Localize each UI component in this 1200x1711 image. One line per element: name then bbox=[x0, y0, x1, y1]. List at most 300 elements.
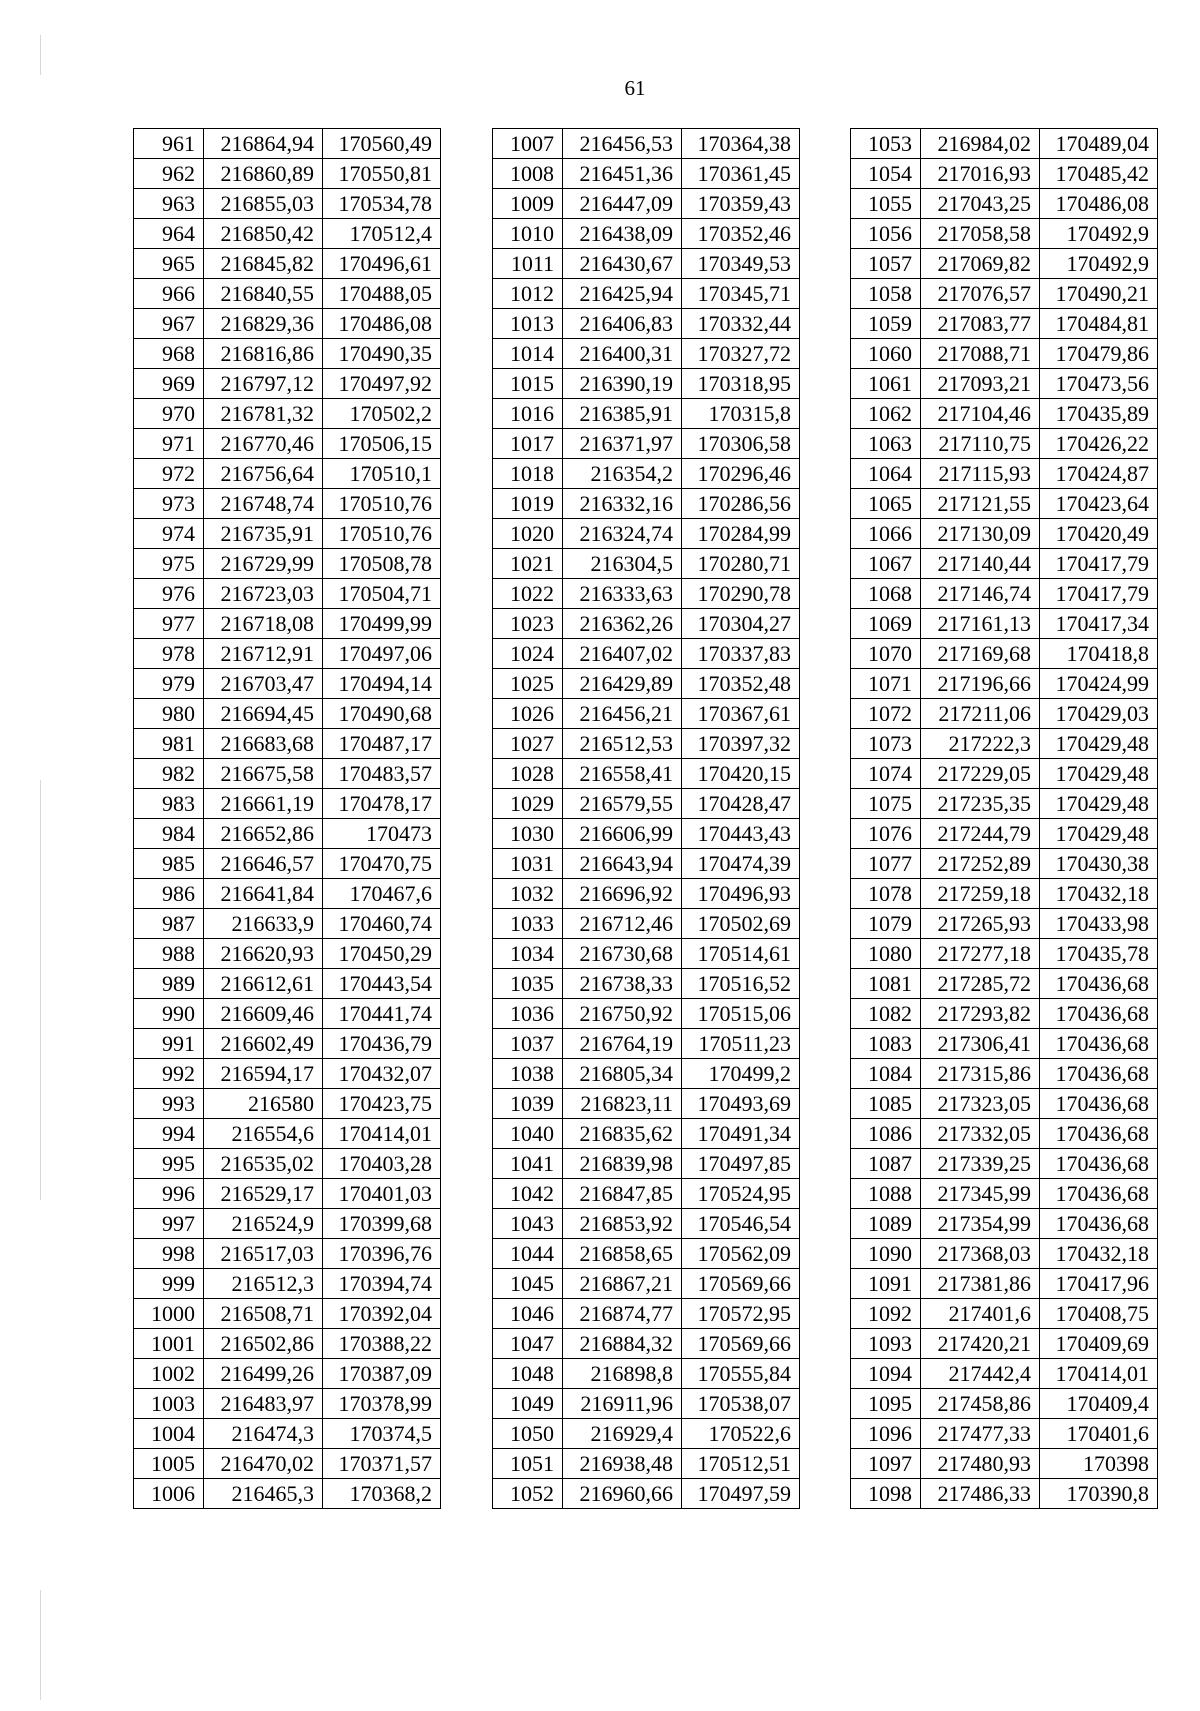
table-row bbox=[493, 159, 800, 189]
y-coordinate-cell: 170327,72 bbox=[682, 339, 800, 369]
point-number-cell: 984 bbox=[134, 819, 204, 849]
y-coordinate-cell: 170428,47 bbox=[682, 789, 800, 819]
y-coordinate-cell: 170490,35 bbox=[323, 339, 441, 369]
y-coordinate-cell: 170512,4 bbox=[323, 219, 441, 249]
x-coordinate-cell: 217076,57 bbox=[921, 279, 1040, 309]
x-coordinate-cell: 216829,36 bbox=[204, 309, 323, 339]
x-coordinate-cell: 216847,85 bbox=[563, 1179, 682, 1209]
point-number-cell: 1008 bbox=[493, 159, 563, 189]
y-coordinate-cell: 170450,29 bbox=[323, 939, 441, 969]
x-coordinate-cell: 216371,97 bbox=[563, 429, 682, 459]
point-number-cell: 964 bbox=[134, 219, 204, 249]
table-row bbox=[134, 819, 441, 849]
x-coordinate-cell: 216499,26 bbox=[204, 1359, 323, 1389]
table-row bbox=[134, 399, 441, 429]
y-coordinate-cell: 170474,39 bbox=[682, 849, 800, 879]
point-number-cell: 1010 bbox=[493, 219, 563, 249]
table-row bbox=[851, 1329, 1158, 1359]
table-row bbox=[134, 789, 441, 819]
y-coordinate-cell: 170432,18 bbox=[1040, 1239, 1158, 1269]
x-coordinate-cell: 216517,03 bbox=[204, 1239, 323, 1269]
table-row bbox=[134, 159, 441, 189]
x-coordinate-cell: 216858,65 bbox=[563, 1239, 682, 1269]
y-coordinate-cell: 170443,54 bbox=[323, 969, 441, 999]
table-row bbox=[493, 1029, 800, 1059]
table-row bbox=[851, 1479, 1158, 1509]
table-row bbox=[134, 279, 441, 309]
table-row bbox=[851, 459, 1158, 489]
y-coordinate-cell: 170436,68 bbox=[1040, 1179, 1158, 1209]
point-number-cell: 1096 bbox=[851, 1419, 921, 1449]
y-coordinate-cell: 170522,6 bbox=[682, 1419, 800, 1449]
x-coordinate-cell: 216696,92 bbox=[563, 879, 682, 909]
point-number-cell: 992 bbox=[134, 1059, 204, 1089]
table-row bbox=[493, 219, 800, 249]
point-number-cell: 1046 bbox=[493, 1299, 563, 1329]
point-number-cell: 987 bbox=[134, 909, 204, 939]
point-number-cell: 1028 bbox=[493, 759, 563, 789]
x-coordinate-cell: 216764,19 bbox=[563, 1029, 682, 1059]
point-number-cell: 974 bbox=[134, 519, 204, 549]
table-row bbox=[851, 639, 1158, 669]
table-row bbox=[134, 1479, 441, 1509]
table-row bbox=[134, 849, 441, 879]
table-row bbox=[493, 1179, 800, 1209]
x-coordinate-cell: 217222,3 bbox=[921, 729, 1040, 759]
y-coordinate-cell: 170510,76 bbox=[323, 519, 441, 549]
y-coordinate-cell: 170491,34 bbox=[682, 1119, 800, 1149]
table-row bbox=[493, 579, 800, 609]
point-number-cell: 962 bbox=[134, 159, 204, 189]
table-row bbox=[493, 489, 800, 519]
x-coordinate-cell: 217115,93 bbox=[921, 459, 1040, 489]
x-coordinate-cell: 216332,16 bbox=[563, 489, 682, 519]
y-coordinate-cell: 170435,78 bbox=[1040, 939, 1158, 969]
point-number-cell: 1080 bbox=[851, 939, 921, 969]
point-number-cell: 1061 bbox=[851, 369, 921, 399]
point-number-cell: 1064 bbox=[851, 459, 921, 489]
y-coordinate-cell: 170514,61 bbox=[682, 939, 800, 969]
y-coordinate-cell: 170401,6 bbox=[1040, 1419, 1158, 1449]
point-number-cell: 1015 bbox=[493, 369, 563, 399]
scan-margin-line-bottom bbox=[40, 1590, 41, 1700]
point-number-cell: 1062 bbox=[851, 399, 921, 429]
y-coordinate-cell: 170390,8 bbox=[1040, 1479, 1158, 1509]
table-row bbox=[851, 609, 1158, 639]
point-number-cell: 1019 bbox=[493, 489, 563, 519]
y-coordinate-cell: 170424,99 bbox=[1040, 669, 1158, 699]
table-row bbox=[134, 1299, 441, 1329]
x-coordinate-cell: 216816,86 bbox=[204, 339, 323, 369]
table-row bbox=[134, 639, 441, 669]
x-coordinate-cell: 216354,2 bbox=[563, 459, 682, 489]
point-number-cell: 1016 bbox=[493, 399, 563, 429]
y-coordinate-cell: 170417,96 bbox=[1040, 1269, 1158, 1299]
table-row bbox=[851, 819, 1158, 849]
y-coordinate-cell: 170433,98 bbox=[1040, 909, 1158, 939]
table-row bbox=[134, 999, 441, 1029]
y-coordinate-cell: 170486,08 bbox=[323, 309, 441, 339]
table-row bbox=[493, 129, 800, 159]
table-row bbox=[851, 1029, 1158, 1059]
point-number-cell: 1030 bbox=[493, 819, 563, 849]
y-coordinate-cell: 170414,01 bbox=[1040, 1359, 1158, 1389]
point-number-cell: 1079 bbox=[851, 909, 921, 939]
x-coordinate-cell: 216730,68 bbox=[563, 939, 682, 969]
x-coordinate-cell: 216620,93 bbox=[204, 939, 323, 969]
table-row bbox=[134, 189, 441, 219]
table-row bbox=[493, 1299, 800, 1329]
x-coordinate-cell: 217401,6 bbox=[921, 1299, 1040, 1329]
table-row bbox=[851, 429, 1158, 459]
y-coordinate-cell: 170492,9 bbox=[1040, 249, 1158, 279]
y-coordinate-cell: 170337,83 bbox=[682, 639, 800, 669]
x-coordinate-cell: 216840,55 bbox=[204, 279, 323, 309]
point-number-cell: 1012 bbox=[493, 279, 563, 309]
point-number-cell: 993 bbox=[134, 1089, 204, 1119]
x-coordinate-cell: 216703,47 bbox=[204, 669, 323, 699]
x-coordinate-cell: 217083,77 bbox=[921, 309, 1040, 339]
x-coordinate-cell: 216835,62 bbox=[563, 1119, 682, 1149]
table-row bbox=[493, 879, 800, 909]
point-number-cell: 996 bbox=[134, 1179, 204, 1209]
y-coordinate-cell: 170436,68 bbox=[1040, 1119, 1158, 1149]
x-coordinate-cell: 217169,68 bbox=[921, 639, 1040, 669]
y-coordinate-cell: 170392,04 bbox=[323, 1299, 441, 1329]
table-row bbox=[851, 1419, 1158, 1449]
y-coordinate-cell: 170352,48 bbox=[682, 669, 800, 699]
y-coordinate-cell: 170388,22 bbox=[323, 1329, 441, 1359]
x-coordinate-cell: 217088,71 bbox=[921, 339, 1040, 369]
x-coordinate-cell: 217285,72 bbox=[921, 969, 1040, 999]
y-coordinate-cell: 170560,49 bbox=[323, 129, 441, 159]
x-coordinate-cell: 216606,99 bbox=[563, 819, 682, 849]
table-row bbox=[493, 1239, 800, 1269]
table-row bbox=[134, 1389, 441, 1419]
point-number-cell: 1047 bbox=[493, 1329, 563, 1359]
x-coordinate-cell: 217420,21 bbox=[921, 1329, 1040, 1359]
table-row bbox=[493, 1359, 800, 1389]
x-coordinate-cell: 217381,86 bbox=[921, 1269, 1040, 1299]
y-coordinate-cell: 170484,81 bbox=[1040, 309, 1158, 339]
x-coordinate-cell: 217315,86 bbox=[921, 1059, 1040, 1089]
y-coordinate-cell: 170486,08 bbox=[1040, 189, 1158, 219]
point-number-cell: 1045 bbox=[493, 1269, 563, 1299]
x-coordinate-cell: 216675,58 bbox=[204, 759, 323, 789]
table-row bbox=[493, 1119, 800, 1149]
point-number-cell: 986 bbox=[134, 879, 204, 909]
table-row bbox=[851, 1449, 1158, 1479]
table-row bbox=[851, 1119, 1158, 1149]
table-row bbox=[493, 519, 800, 549]
y-coordinate-cell: 170374,5 bbox=[323, 1419, 441, 1449]
y-coordinate-cell: 170487,17 bbox=[323, 729, 441, 759]
y-coordinate-cell: 170485,42 bbox=[1040, 159, 1158, 189]
point-number-cell: 1070 bbox=[851, 639, 921, 669]
table-row bbox=[134, 1089, 441, 1119]
x-coordinate-cell: 216609,46 bbox=[204, 999, 323, 1029]
y-coordinate-cell: 170502,2 bbox=[323, 399, 441, 429]
y-coordinate-cell: 170508,78 bbox=[323, 549, 441, 579]
y-coordinate-cell: 170418,8 bbox=[1040, 639, 1158, 669]
y-coordinate-cell: 170460,74 bbox=[323, 909, 441, 939]
point-number-cell: 1067 bbox=[851, 549, 921, 579]
table-row bbox=[493, 1209, 800, 1239]
table-row bbox=[851, 1269, 1158, 1299]
point-number-cell: 1073 bbox=[851, 729, 921, 759]
table-row bbox=[493, 249, 800, 279]
x-coordinate-cell: 217235,35 bbox=[921, 789, 1040, 819]
point-number-cell: 1029 bbox=[493, 789, 563, 819]
y-coordinate-cell: 170420,15 bbox=[682, 759, 800, 789]
x-coordinate-cell: 216867,21 bbox=[563, 1269, 682, 1299]
x-coordinate-cell: 216652,86 bbox=[204, 819, 323, 849]
x-coordinate-cell: 217306,41 bbox=[921, 1029, 1040, 1059]
table-row bbox=[134, 1059, 441, 1089]
x-coordinate-cell: 216304,5 bbox=[563, 549, 682, 579]
y-coordinate-cell: 170550,81 bbox=[323, 159, 441, 189]
point-number-cell: 988 bbox=[134, 939, 204, 969]
y-coordinate-cell: 170497,92 bbox=[323, 369, 441, 399]
table-row bbox=[493, 549, 800, 579]
x-coordinate-cell: 216385,91 bbox=[563, 399, 682, 429]
table-row bbox=[493, 789, 800, 819]
y-coordinate-cell: 170467,6 bbox=[323, 879, 441, 909]
table-row bbox=[493, 759, 800, 789]
x-coordinate-cell: 216938,48 bbox=[563, 1449, 682, 1479]
point-number-cell: 1093 bbox=[851, 1329, 921, 1359]
x-coordinate-cell: 216429,89 bbox=[563, 669, 682, 699]
point-number-cell: 989 bbox=[134, 969, 204, 999]
x-coordinate-cell: 216362,26 bbox=[563, 609, 682, 639]
point-number-cell: 980 bbox=[134, 699, 204, 729]
table-row bbox=[493, 339, 800, 369]
point-number-cell: 1009 bbox=[493, 189, 563, 219]
y-coordinate-cell: 170403,28 bbox=[323, 1149, 441, 1179]
table-row bbox=[851, 339, 1158, 369]
y-coordinate-cell: 170290,78 bbox=[682, 579, 800, 609]
x-coordinate-cell: 216723,03 bbox=[204, 579, 323, 609]
point-number-cell: 1082 bbox=[851, 999, 921, 1029]
y-coordinate-cell: 170429,48 bbox=[1040, 729, 1158, 759]
table-row bbox=[493, 609, 800, 639]
table-row bbox=[134, 729, 441, 759]
point-number-cell: 1052 bbox=[493, 1479, 563, 1509]
point-number-cell: 1050 bbox=[493, 1419, 563, 1449]
point-number-cell: 1081 bbox=[851, 969, 921, 999]
table-row bbox=[134, 909, 441, 939]
x-coordinate-cell: 216535,02 bbox=[204, 1149, 323, 1179]
x-coordinate-cell: 216558,41 bbox=[563, 759, 682, 789]
x-coordinate-cell: 217368,03 bbox=[921, 1239, 1040, 1269]
point-number-cell: 1005 bbox=[134, 1449, 204, 1479]
x-coordinate-cell: 216502,86 bbox=[204, 1329, 323, 1359]
y-coordinate-cell: 170492,9 bbox=[1040, 219, 1158, 249]
table-row bbox=[493, 849, 800, 879]
table-row bbox=[493, 1329, 800, 1359]
y-coordinate-cell: 170493,69 bbox=[682, 1089, 800, 1119]
table-row bbox=[134, 609, 441, 639]
y-coordinate-cell: 170364,38 bbox=[682, 129, 800, 159]
point-number-cell: 999 bbox=[134, 1269, 204, 1299]
y-coordinate-cell: 170546,54 bbox=[682, 1209, 800, 1239]
y-coordinate-cell: 170430,38 bbox=[1040, 849, 1158, 879]
table-row bbox=[134, 1119, 441, 1149]
point-number-cell: 1051 bbox=[493, 1449, 563, 1479]
point-number-cell: 1072 bbox=[851, 699, 921, 729]
table-row bbox=[134, 369, 441, 399]
point-number-cell: 1006 bbox=[134, 1479, 204, 1509]
x-coordinate-cell: 217140,44 bbox=[921, 549, 1040, 579]
x-coordinate-cell: 217104,46 bbox=[921, 399, 1040, 429]
y-coordinate-cell: 170414,01 bbox=[323, 1119, 441, 1149]
coordinate-table-1 bbox=[133, 128, 441, 1509]
y-coordinate-cell: 170423,64 bbox=[1040, 489, 1158, 519]
x-coordinate-cell: 216447,09 bbox=[563, 189, 682, 219]
x-coordinate-cell: 217229,05 bbox=[921, 759, 1040, 789]
table-row bbox=[134, 1149, 441, 1179]
y-coordinate-cell: 170502,69 bbox=[682, 909, 800, 939]
x-coordinate-cell: 216594,17 bbox=[204, 1059, 323, 1089]
point-number-cell: 1091 bbox=[851, 1269, 921, 1299]
x-coordinate-cell: 216508,71 bbox=[204, 1299, 323, 1329]
x-coordinate-cell: 216984,02 bbox=[921, 129, 1040, 159]
table-row bbox=[493, 909, 800, 939]
point-number-cell: 1034 bbox=[493, 939, 563, 969]
point-number-cell: 1039 bbox=[493, 1089, 563, 1119]
table-row bbox=[493, 1479, 800, 1509]
y-coordinate-cell: 170562,09 bbox=[682, 1239, 800, 1269]
y-coordinate-cell: 170555,84 bbox=[682, 1359, 800, 1389]
table-row bbox=[851, 999, 1158, 1029]
y-coordinate-cell: 170361,45 bbox=[682, 159, 800, 189]
x-coordinate-cell: 216406,83 bbox=[563, 309, 682, 339]
x-coordinate-cell: 217016,93 bbox=[921, 159, 1040, 189]
point-number-cell: 1027 bbox=[493, 729, 563, 759]
table-row bbox=[851, 159, 1158, 189]
y-coordinate-cell: 170435,89 bbox=[1040, 399, 1158, 429]
y-coordinate-cell: 170496,93 bbox=[682, 879, 800, 909]
y-coordinate-cell: 170429,03 bbox=[1040, 699, 1158, 729]
y-coordinate-cell: 170409,4 bbox=[1040, 1389, 1158, 1419]
y-coordinate-cell: 170512,51 bbox=[682, 1449, 800, 1479]
point-number-cell: 977 bbox=[134, 609, 204, 639]
table-row bbox=[851, 789, 1158, 819]
y-coordinate-cell: 170534,78 bbox=[323, 189, 441, 219]
point-number-cell: 961 bbox=[134, 129, 204, 159]
table-row bbox=[134, 1329, 441, 1359]
scan-margin-line-top bbox=[40, 35, 41, 75]
x-coordinate-cell: 216855,03 bbox=[204, 189, 323, 219]
table-row bbox=[134, 699, 441, 729]
table-row bbox=[851, 489, 1158, 519]
table-row bbox=[493, 1389, 800, 1419]
y-coordinate-cell: 170497,85 bbox=[682, 1149, 800, 1179]
point-number-cell: 1058 bbox=[851, 279, 921, 309]
table-row bbox=[493, 669, 800, 699]
point-number-cell: 1024 bbox=[493, 639, 563, 669]
table-row bbox=[851, 669, 1158, 699]
y-coordinate-cell: 170436,68 bbox=[1040, 999, 1158, 1029]
point-number-cell: 1036 bbox=[493, 999, 563, 1029]
x-coordinate-cell: 217259,18 bbox=[921, 879, 1040, 909]
x-coordinate-cell: 216850,42 bbox=[204, 219, 323, 249]
table-row bbox=[851, 939, 1158, 969]
x-coordinate-cell: 217043,25 bbox=[921, 189, 1040, 219]
table-row bbox=[134, 669, 441, 699]
point-number-cell: 1076 bbox=[851, 819, 921, 849]
table-row bbox=[134, 549, 441, 579]
point-number-cell: 1055 bbox=[851, 189, 921, 219]
y-coordinate-cell: 170304,27 bbox=[682, 609, 800, 639]
table-row bbox=[493, 429, 800, 459]
table-row bbox=[851, 1389, 1158, 1419]
point-number-cell: 1074 bbox=[851, 759, 921, 789]
y-coordinate-cell: 170399,68 bbox=[323, 1209, 441, 1239]
x-coordinate-cell: 216770,46 bbox=[204, 429, 323, 459]
x-coordinate-cell: 216781,32 bbox=[204, 399, 323, 429]
point-number-cell: 997 bbox=[134, 1209, 204, 1239]
y-coordinate-cell: 170296,46 bbox=[682, 459, 800, 489]
point-number-cell: 1087 bbox=[851, 1149, 921, 1179]
x-coordinate-cell: 217293,82 bbox=[921, 999, 1040, 1029]
y-coordinate-cell: 170443,43 bbox=[682, 819, 800, 849]
y-coordinate-cell: 170368,2 bbox=[323, 1479, 441, 1509]
point-number-cell: 1088 bbox=[851, 1179, 921, 1209]
table-row bbox=[134, 1239, 441, 1269]
table-row bbox=[493, 1059, 800, 1089]
point-number-cell: 970 bbox=[134, 399, 204, 429]
x-coordinate-cell: 216333,63 bbox=[563, 579, 682, 609]
table-row bbox=[851, 1179, 1158, 1209]
point-number-cell: 965 bbox=[134, 249, 204, 279]
x-coordinate-cell: 216661,19 bbox=[204, 789, 323, 819]
x-coordinate-cell: 216735,91 bbox=[204, 519, 323, 549]
x-coordinate-cell: 216823,11 bbox=[563, 1089, 682, 1119]
y-coordinate-cell: 170436,68 bbox=[1040, 1089, 1158, 1119]
point-number-cell: 1001 bbox=[134, 1329, 204, 1359]
table-row bbox=[134, 309, 441, 339]
table-row bbox=[851, 909, 1158, 939]
x-coordinate-cell: 216400,31 bbox=[563, 339, 682, 369]
y-coordinate-cell: 170315,8 bbox=[682, 399, 800, 429]
y-coordinate-cell: 170397,32 bbox=[682, 729, 800, 759]
y-coordinate-cell: 170306,58 bbox=[682, 429, 800, 459]
x-coordinate-cell: 216430,67 bbox=[563, 249, 682, 279]
y-coordinate-cell: 170417,79 bbox=[1040, 579, 1158, 609]
point-number-cell: 1089 bbox=[851, 1209, 921, 1239]
y-coordinate-cell: 170409,69 bbox=[1040, 1329, 1158, 1359]
point-number-cell: 1037 bbox=[493, 1029, 563, 1059]
point-number-cell: 1017 bbox=[493, 429, 563, 459]
point-number-cell: 1023 bbox=[493, 609, 563, 639]
x-coordinate-cell: 216456,21 bbox=[563, 699, 682, 729]
x-coordinate-cell: 216860,89 bbox=[204, 159, 323, 189]
y-coordinate-cell: 170426,22 bbox=[1040, 429, 1158, 459]
point-number-cell: 1094 bbox=[851, 1359, 921, 1389]
y-coordinate-cell: 170499,2 bbox=[682, 1059, 800, 1089]
table-row bbox=[134, 429, 441, 459]
table-row bbox=[493, 1269, 800, 1299]
point-number-cell: 1003 bbox=[134, 1389, 204, 1419]
point-number-cell: 983 bbox=[134, 789, 204, 819]
y-coordinate-cell: 170515,06 bbox=[682, 999, 800, 1029]
x-coordinate-cell: 216797,12 bbox=[204, 369, 323, 399]
point-number-cell: 1077 bbox=[851, 849, 921, 879]
coordinate-table-3 bbox=[850, 128, 1158, 1509]
table-row bbox=[493, 1419, 800, 1449]
x-coordinate-cell: 216456,53 bbox=[563, 129, 682, 159]
